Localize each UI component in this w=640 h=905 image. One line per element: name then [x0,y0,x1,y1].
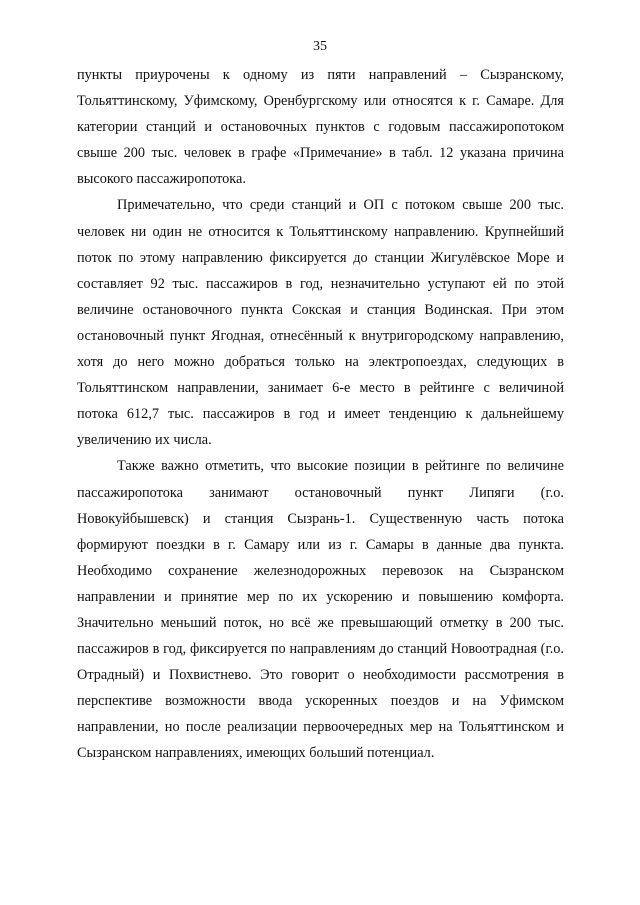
page-number: 35 [313,39,327,54]
body-text [77,62,564,767]
paragraph-togliatti-direction: Примечательно, что среди станций и ОП с потоком свыше 200 тыс. человек ни один не относится к Тольяттинскому направлению. Крупнейший поток по этому направлению фиксируется до станции Жигулёвское Море и составляет 92 тыс. пассажиров в год, незначительно уступают ей по этой величине остановочного пункта Сокская и станция Водинская. При этом остановочный пункт Ягодная, отнесённый к внутригородскому направлению, хотя до него можно добраться только на электропоездах, следующих в Тольяттинском направлении, занимает 6-е место в рейтинге с величиной потока 612,7 тыс. пассажиров в год и имеет тенденцию к дальнейшему увеличению их числа. [77,197,564,449]
paragraph-continuation: пункты приурочены к одному из пяти направлений – Сызранскому, Тольяттинскому, Уфимскому, Оренбургскому или относятся к г. Самаре. Для категории станций и остановочных пунктов с годовым пассажиропотоком свыше 200 тыс. человек в графе «Примечание» в табл. 12 указана причина высокого пассажиропотока. [77,67,564,188]
paragraph-syzran-direction: Также важно отметить, что высокие позиции в рейтинге по величине пассажиропотока занимают остановочный пункт Липяги (г.о. Новокуйбышевск) и станция Сызрань-1. Существенную часть потока формируют поездки в г. Самару или из г. Самары в данные два пункта. Необходимо сохранение железнодорожных перевозок на Сызранском направлении и принятие мер по их ускорению и повышению комфорта. Значительно меньший поток, но всё же превышающий отметку в 200 тыс. пассажиров в год, фиксируется по направлениям до станций Новоотрадная (г.о. Отрадный) и Похвистнево. Это говорит о необходимости рассмотрения в перспективе возможности ввода ускоренных поездов и на Уфимском направлении, но после реализации первоочередных мер на Тольяттинском и Сызранском направлениях, имеющих больший потенциал. [77,458,564,762]
